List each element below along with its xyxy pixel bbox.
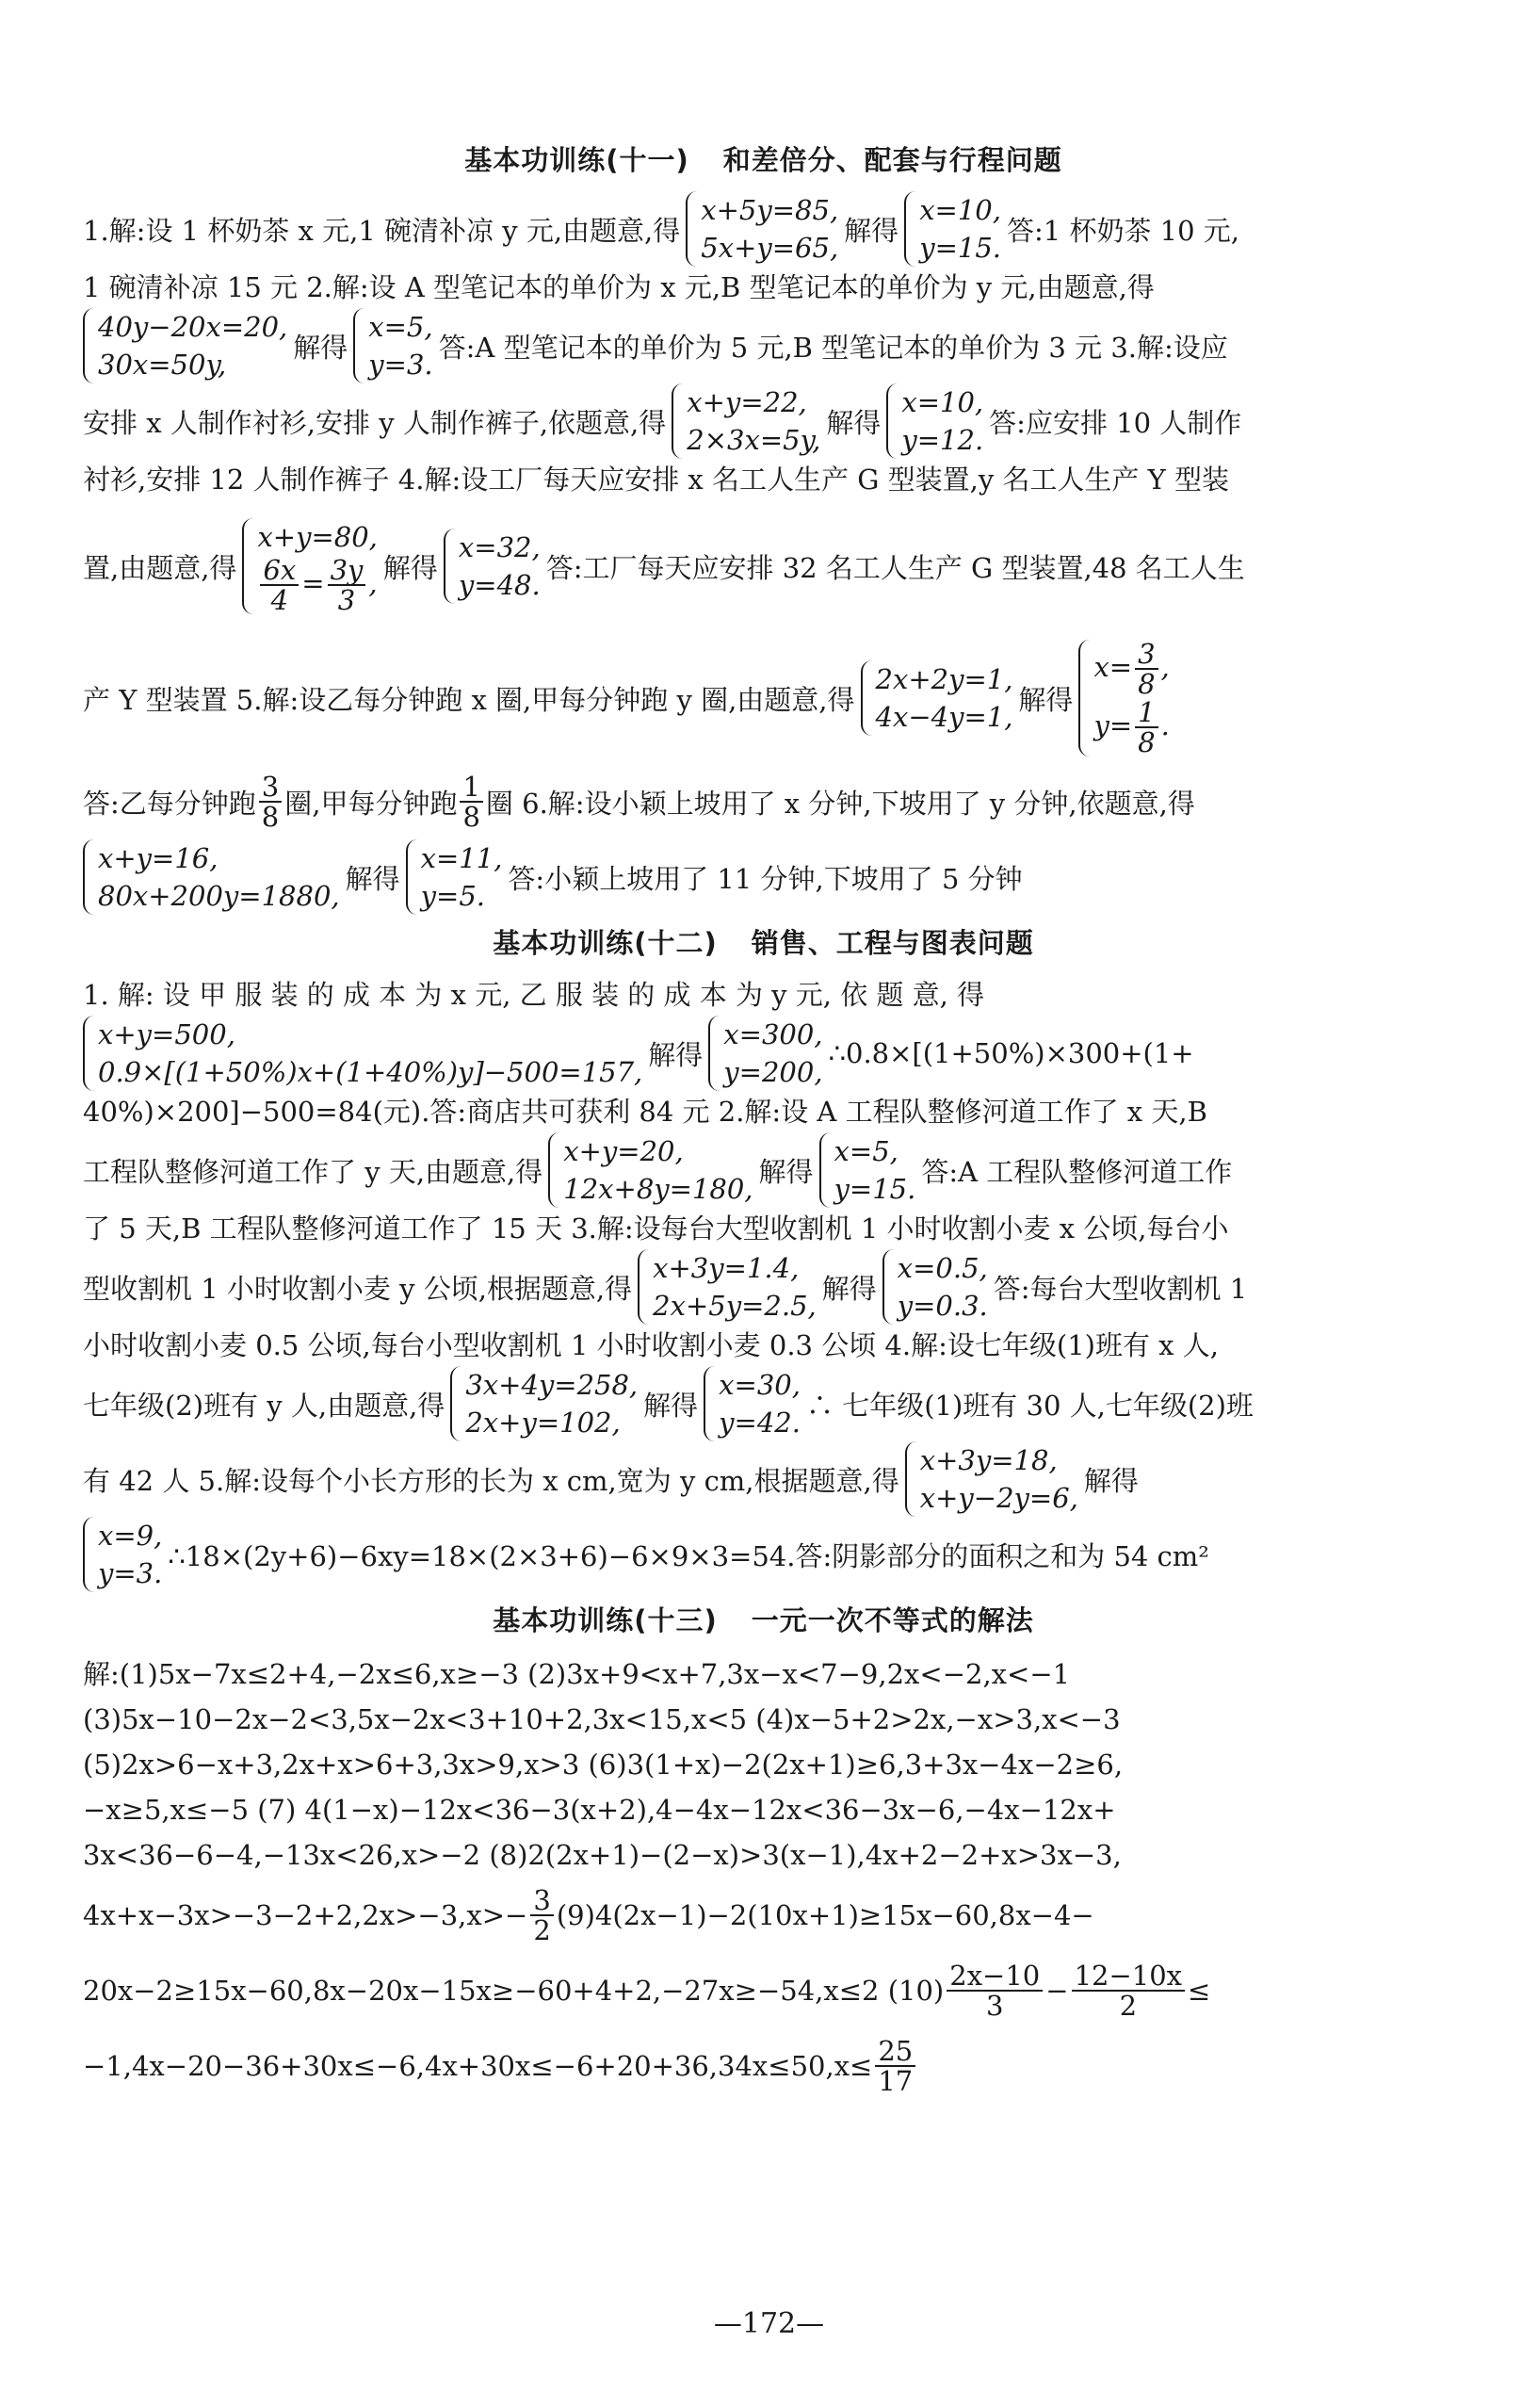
section-title-12 [83, 922, 1444, 961]
eq-line: y=12. [901, 424, 984, 456]
section-title-12-name: 基本功训练(十二) [493, 927, 718, 959]
numerator: 1 [1135, 698, 1158, 728]
eq-line: y=5. [420, 880, 485, 912]
equation-system [672, 383, 820, 459]
solution-system [444, 529, 541, 604]
denominator: 3 [986, 1990, 1004, 2022]
s11-l4a: 安排 x 人制作衬衫,安排 y 人制作裤子,依题意,得 [83, 406, 667, 439]
eq-line: y=3. [368, 349, 433, 381]
s12-l6a: 型收割机 1 小时收割小麦 y 公顷,根据题意,得 [83, 1272, 633, 1305]
s13-line-2: (3)5x−10−2x−2<3,5x−2x<3+10+2,3x<15,x<5 (4)x−5+2>2x,−x>3,x<−3 [83, 1703, 1121, 1735]
s11-l7b: 解得 [1018, 683, 1074, 716]
eq-line: y=15. [919, 232, 1001, 264]
eq-line: 30x=50y, [98, 349, 227, 381]
eq-line: y=42. [719, 1407, 801, 1439]
s12-l6b: 解得 [821, 1272, 877, 1305]
denominator: 8 [462, 801, 480, 833]
solution-system [904, 191, 1001, 267]
s12-l10c: ∴18×(2y+6)−6xy=18×(2×3+6)−6×9×3=54.答:阴影部分的面积之和为 54 cm² [168, 1539, 1209, 1572]
eq-line: $\frac{6x}{4}$ = $\frac{3y}{3}$ , [257, 556, 377, 614]
numerator: 12−10x [1072, 1961, 1185, 1992]
s13-line-6 [83, 1878, 1444, 1953]
denominator: 8 [1138, 726, 1156, 758]
equation-system [638, 1249, 817, 1325]
page-number: —172— [713, 2307, 825, 2340]
numerator: 25 [875, 2037, 915, 2067]
eq-line: x=5, [834, 1135, 899, 1167]
eq-line: x+y=80, [257, 521, 378, 553]
eq-line: y=200, [723, 1056, 823, 1088]
s11-l6c: 答:工厂每天应安排 32 名工人生产 G 型装置,48 名工人生 [545, 551, 1245, 584]
numerator: 6x [260, 556, 299, 586]
eq-line: x+5y=85, [701, 194, 839, 226]
eq-line: x=11, [420, 842, 503, 874]
solution-system [1078, 640, 1169, 757]
s13-l6a: 4x+x−3x>−3−2+2,2x>−3,x>− [83, 1899, 528, 1931]
denominator: 4 [270, 584, 289, 616]
s11-l8a: 答:乙每分钟跑 [83, 787, 256, 820]
fraction [530, 1886, 553, 1944]
section-title-11-subtitle: 和差倍分、配套与行程问题 [722, 144, 1062, 176]
s11-l1a: 1.解:设 1 杯奶茶 x 元,1 碗清补凉 y 元,由题意,得 [83, 214, 681, 247]
fraction [259, 773, 282, 831]
s13-line-5: 3x<36−6−4,−13x<26,x>−2 (8)2(2x+1)−(2−x)>3(x−1),4x+2−2+x>3x−3, [83, 1839, 1122, 1871]
s11-l7a: 产 Y 型装置 5.解:设乙每分钟跑 x 圈,甲每分钟跑 y 圈,由题意,得 [83, 683, 855, 716]
equation-system [905, 1441, 1078, 1517]
numerator: 3 [1135, 640, 1158, 670]
equation-system [83, 1016, 642, 1091]
eq-line: 40y−20x=20, [98, 311, 288, 343]
eq-line: x=32, [458, 531, 541, 563]
solution-system [882, 1249, 988, 1325]
equals: = [301, 567, 325, 599]
eq-line: x=0.5, [897, 1252, 988, 1284]
s12-l2c: ∴0.8×[(1+50%)×300+(1+ [828, 1037, 1194, 1069]
s11-l9b: 解得 [345, 862, 400, 895]
numerator: 1 [460, 773, 482, 803]
eq-lhs: y= [1093, 709, 1133, 741]
solution-system [406, 839, 503, 915]
s12-l6c: 答:每台大型收割机 1 [993, 1272, 1248, 1305]
eq-line: x+y−2y=6, [919, 1482, 1078, 1514]
s11-line-1 [83, 191, 1444, 267]
inequality-solutions [83, 1651, 1444, 2104]
s13-l7a: 20x−2≥15x−60,8x−20x−15x≥−60+4+2,−27x≥−54,x≤2 (10) [83, 1975, 945, 2007]
eq-line: x=5, [368, 311, 433, 343]
equation-system [686, 191, 838, 267]
section-title-11 [83, 139, 1444, 178]
eq-line: x+y=20, [563, 1135, 684, 1167]
denominator: 3 [337, 584, 356, 616]
s12-line-1: 1. 解: 设 甲 服 装 的 成 本 为 x 元, 乙 服 装 的 成 本 为 y 元, 依 题 意, 得 [83, 979, 985, 1011]
denominator: 2 [533, 1914, 551, 1946]
s11-l1c: 答:1 杯奶茶 10 元, [1007, 214, 1239, 247]
s12-line-5: 了 5 天,B 工程队整修河道工作了 15 天 3.解:设每台大型收割机 1 小时收割小麦 x 公顷,每台小 [83, 1212, 1229, 1245]
equation-system [83, 308, 287, 383]
eq-line: 2×3x=5y, [687, 424, 821, 456]
fraction [260, 556, 299, 614]
s12-line-9 [83, 1441, 1444, 1517]
s11-line-6 [83, 500, 1444, 632]
eq-line: y=0.3. [897, 1290, 988, 1322]
s11-l4b: 解得 [826, 406, 882, 439]
numerator: 3y [328, 556, 366, 586]
eq-line: 0.9×[(1+50%)x+(1+40%)y]−500=157, [98, 1056, 643, 1088]
fraction [875, 2037, 915, 2095]
s12-l4a: 工程队整修河道工作了 y 天,由题意,得 [83, 1155, 543, 1188]
fraction [947, 1961, 1043, 2020]
s13-line-3: (5)2x>6−x+3,2x+x>6+3,3x>9,x>3 (6)3(1+x)−2(2x+1)≥6,3+3x−4x−2≥6, [83, 1749, 1124, 1781]
eq-line: 5x+y=65, [701, 232, 839, 264]
eq-lhs: x= [1093, 651, 1133, 683]
numerator: 3 [259, 773, 282, 803]
s11-l3c: 答:A 型笔记本的单价为 5 元,B 型笔记本的单价为 3 元 3.解:设应 [438, 331, 1228, 364]
s12-line-10 [83, 1517, 1444, 1592]
s11-l3b: 解得 [293, 331, 348, 364]
solution-system [819, 1132, 916, 1208]
solution-system [353, 308, 432, 383]
s12-l4c: 答:A 工程队整修河道工作 [921, 1155, 1233, 1188]
fraction [1135, 698, 1158, 757]
s11-line-2: 1 碗清补凉 15 元 2.解:设 A 型笔记本的单价为 x 元,B 型笔记本的单价为 y 元,由题意,得 [83, 271, 1155, 303]
s11-l8b: 圈,甲每分钟跑 [284, 787, 458, 820]
numerator: 3 [530, 1886, 553, 1916]
s12-line-2 [83, 1016, 1444, 1091]
s12-l8a: 七年级(2)班有 y 人,由题意,得 [83, 1389, 445, 1422]
eq-line: y=48. [458, 569, 541, 601]
eq-line: 3x+4y=258, [465, 1369, 639, 1401]
s13-line-7 [83, 1953, 1444, 2028]
denominator: 8 [261, 801, 280, 833]
s11-line-7 [83, 632, 1444, 764]
eq-line: y= $\frac{1}{8}$ . [1093, 696, 1170, 758]
s13-l8a: −1,4x−20−36+30x≤−6,4x+30x≤−6+20+36,34x≤50,x≤ [83, 2050, 873, 2082]
s12-l8b: 解得 [643, 1389, 699, 1422]
s13-line-1: 解:(1)5x−7x≤2+4,−2x≤6,x≥−3 (2)3x+9<x+7,3x−x<7−9,2x<−2,x<−1 [83, 1658, 1071, 1690]
eq-line: 4x−4y=1, [875, 701, 1013, 733]
s13-line-8 [83, 2028, 1444, 2104]
section-title-11-name: 基本功训练(十一) [464, 144, 689, 176]
eq-line: x+y=22, [687, 386, 807, 418]
fraction [328, 556, 366, 614]
s11-line-3 [83, 308, 1444, 383]
eq-line: x=30, [719, 1369, 801, 1401]
equation-system [450, 1366, 638, 1441]
s13-line-4: −x≥5,x≤−5 (7) 4(1−x)−12x<36−3(x+2),4−4x−12x<36−3x−6,−4x−12x+ [83, 1794, 1116, 1826]
solution-system [886, 383, 983, 459]
eq-line: x+3y=18, [919, 1444, 1058, 1476]
denominator: 17 [878, 2065, 914, 2097]
eq-line: x=9, [98, 1520, 163, 1552]
eq-line: 2x+2y=1, [875, 663, 1013, 695]
s12-l8c: ∴ 七年级(1)班有 30 人,七年级(2)班 [805, 1389, 1254, 1422]
eq-line: x+y=500, [98, 1018, 235, 1050]
s11-l9c: 答:小颖上坡用了 11 分钟,下坡用了 5 分钟 [508, 862, 1023, 895]
denominator: 2 [1119, 1990, 1138, 2022]
fraction [1135, 640, 1158, 698]
equation-system [242, 518, 377, 614]
minus: − [1045, 1975, 1069, 2007]
s11-line-4 [83, 383, 1444, 459]
eq-line: x+y=16, [98, 842, 219, 874]
eq-line: x+3y=1.4, [653, 1252, 800, 1284]
denominator: 8 [1138, 668, 1156, 700]
eq-line: x=10, [919, 194, 1001, 226]
s12-line-3: 40%)×200]−500=84(元).答:商店共可获利 84 元 2.解:设 A 工程队整修河道工作了 x 天,B [83, 1096, 1207, 1128]
s11-l6a: 置,由题意,得 [83, 551, 237, 584]
s11-line-9 [83, 839, 1444, 915]
section-title-13 [83, 1600, 1444, 1638]
fraction [1072, 1961, 1185, 2020]
s11-line-8 [83, 764, 1444, 839]
s12-l2b: 解得 [648, 1038, 704, 1071]
section-title-12-subtitle: 销售、工程与图表问题 [751, 927, 1034, 959]
numerator: 2x−10 [947, 1961, 1043, 1992]
s12-line-7: 小时收割小麦 0.5 公顷,每台小型收割机 1 小时收割小麦 0.3 公顷 4.解:设七年级(1)班有 x 人, [83, 1329, 1219, 1361]
equation-system [861, 660, 1013, 736]
equation-system [83, 839, 340, 915]
s11-l1b: 解得 [844, 214, 899, 247]
eq-line: x=300, [723, 1018, 823, 1050]
eq-line: x=10, [901, 386, 984, 418]
solution-system [83, 1517, 162, 1592]
equation-system [548, 1132, 753, 1208]
eq-line: 12x+8y=180, [563, 1173, 753, 1205]
section-title-13-name: 基本功训练(十三) [493, 1604, 718, 1636]
leq: ≤ [1188, 1975, 1211, 2007]
s11-line-5: 衬衫,安排 12 人制作裤子 4.解:设工厂每天应安排 x 名工人生产 G 型装置,y 名工人生产 Y 型装 [83, 464, 1230, 496]
s12-l4b: 解得 [758, 1155, 814, 1188]
s11-l6b: 解得 [382, 551, 438, 584]
eq-line: 80x+200y=1880, [98, 880, 340, 912]
section-title-13-subtitle: 一元一次不等式的解法 [751, 1604, 1034, 1636]
s12-line-6 [83, 1249, 1444, 1325]
solution-system [708, 1016, 822, 1091]
fraction [460, 773, 482, 831]
s13-l6b: (9)4(2x−1)−2(10x+1)≥15x−60,8x−4− [556, 1899, 1094, 1931]
s11-l4c: 答:应安排 10 人制作 [989, 406, 1242, 439]
eq-line: x= $\frac{3}{8}$ , [1093, 638, 1170, 700]
s12-line-8 [83, 1366, 1444, 1441]
s11-l8c: 圈 6.解:设小颖上坡用了 x 分钟,下坡用了 y 分钟,依题意,得 [485, 787, 1195, 820]
s12-l9a: 有 42 人 5.解:设每个小长方形的长为 x cm,宽为 y cm,根据题意,得 [83, 1464, 899, 1497]
s12-line-4 [83, 1132, 1444, 1208]
eq-line: y=3. [98, 1557, 163, 1589]
eq-line: y=15. [834, 1173, 916, 1205]
eq-line: 2x+5y=2.5, [653, 1290, 817, 1322]
s12-l9b: 解得 [1083, 1464, 1139, 1497]
eq-line: 2x+y=102, [465, 1407, 621, 1439]
solution-system [704, 1366, 801, 1441]
